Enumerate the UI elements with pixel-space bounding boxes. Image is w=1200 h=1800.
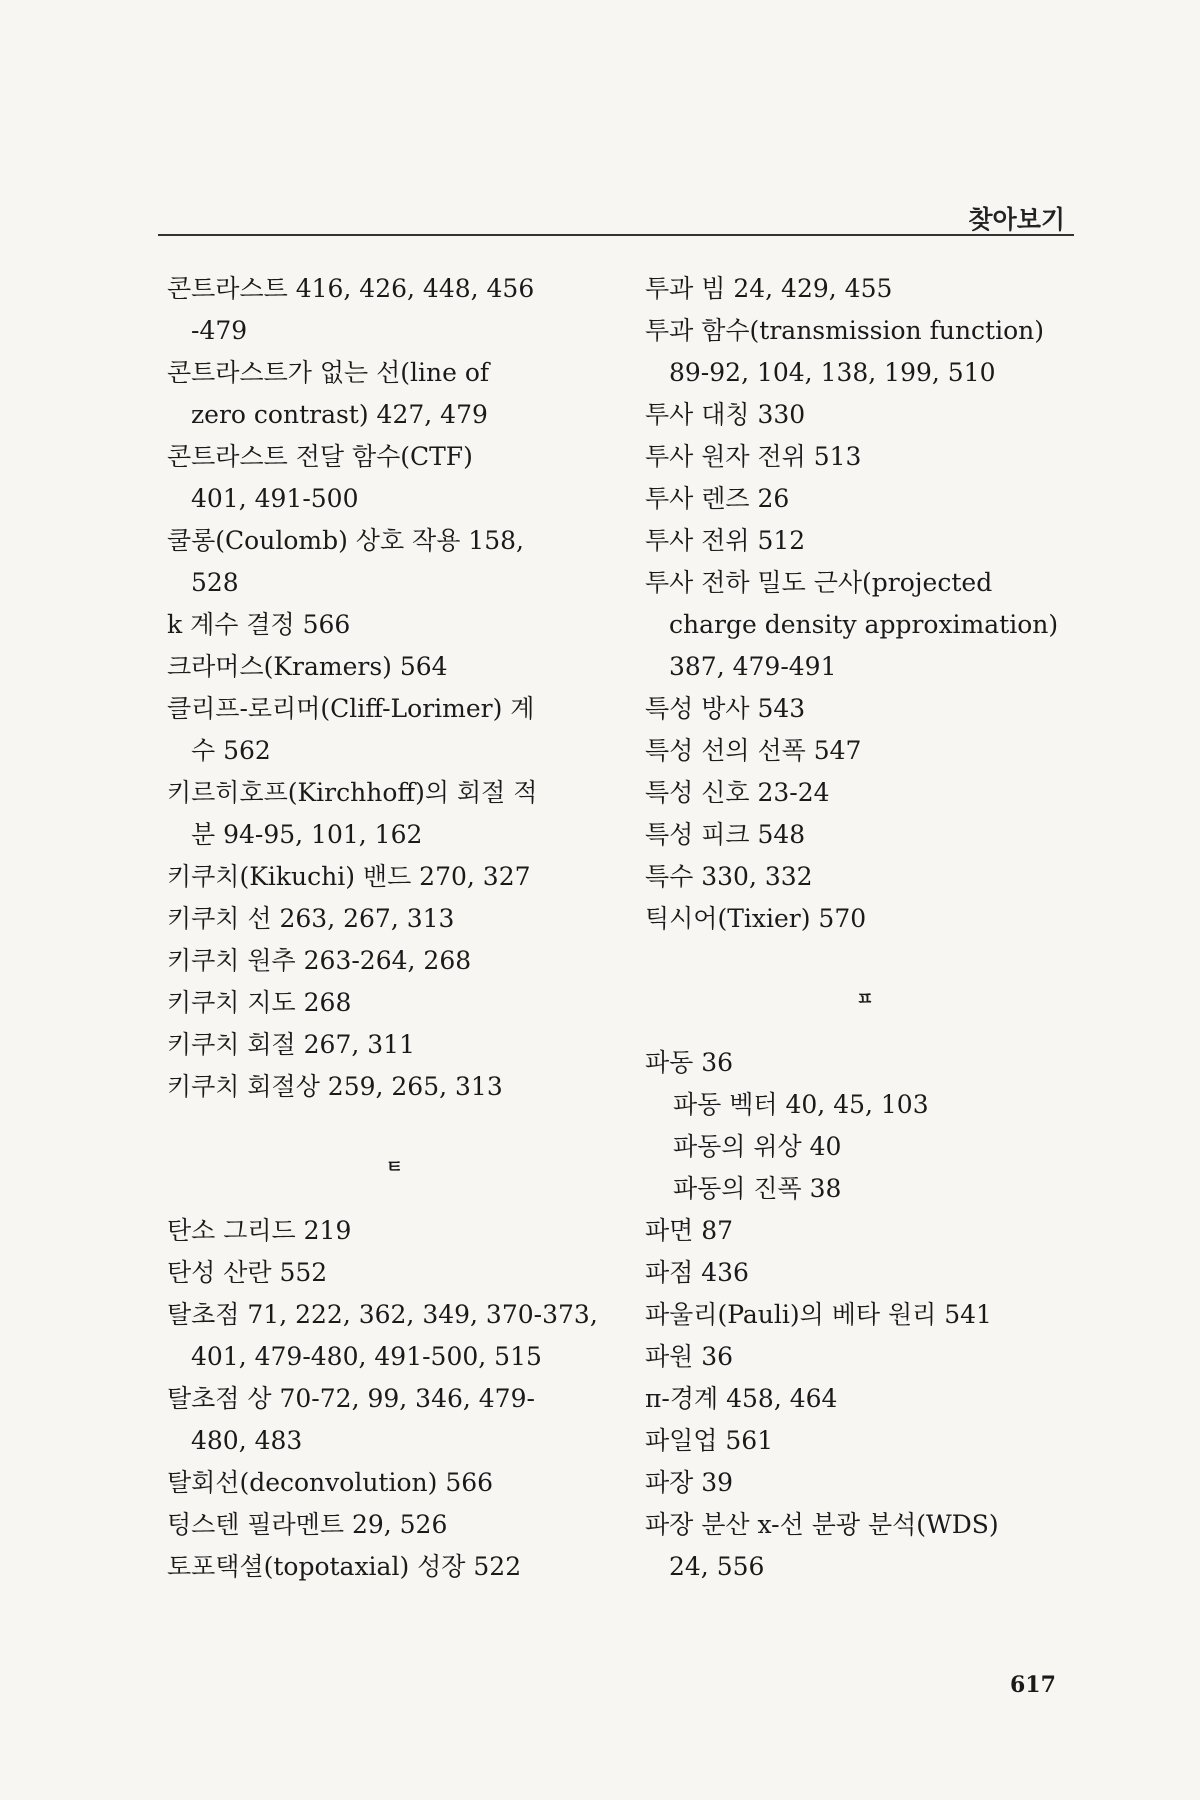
right-entries-p xyxy=(645,1042,1085,1588)
entry-text: π-경계 458, 464 xyxy=(645,1384,838,1413)
index-entry xyxy=(167,898,622,940)
index-entry xyxy=(167,1252,622,1294)
entry-text: 특수 330, 332 xyxy=(645,862,813,891)
entry-text: 키쿠치(Kikuchi) 밴드 270, 327 xyxy=(167,862,531,891)
entry-text: 파점 436 xyxy=(645,1258,749,1287)
entry-continuation: -479 xyxy=(191,316,248,345)
index-entry xyxy=(645,814,1085,856)
index-entry xyxy=(167,1294,622,1378)
entry-continuation: 401, 479-480, 491-500, 515 xyxy=(191,1342,542,1371)
entry-text: 파장 39 xyxy=(645,1468,734,1497)
index-entry xyxy=(167,772,622,856)
entry-continuation: 401, 491-500 xyxy=(191,484,359,513)
entry-text: 파원 36 xyxy=(645,1342,734,1371)
index-entry xyxy=(167,520,622,604)
index-entry xyxy=(167,352,622,436)
entry-text: 특성 선의 선폭 547 xyxy=(645,736,862,765)
entry-continuation: zero contrast) 427, 479 xyxy=(191,400,488,429)
entry-text: 파동 36 xyxy=(645,1048,734,1077)
index-entry xyxy=(645,436,1085,478)
entry-continuation: 24, 556 xyxy=(669,1552,765,1581)
index-entry xyxy=(645,310,1085,394)
entry-text: 탈초점 71, 222, 362, 349, 370-373, xyxy=(167,1300,598,1329)
index-entry xyxy=(645,1252,1085,1294)
entry-text: 탄성 산란 552 xyxy=(167,1258,328,1287)
index-entry xyxy=(645,1042,1085,1084)
index-entry xyxy=(167,646,622,688)
index-entry xyxy=(167,1378,622,1462)
entry-text: 키쿠치 회절상 259, 265, 313 xyxy=(167,1072,503,1101)
entry-text: 키쿠치 선 263, 267, 313 xyxy=(167,904,455,933)
entry-text: 파동 벡터 40, 45, 103 xyxy=(673,1090,929,1119)
entry-text: 파동의 진폭 38 xyxy=(673,1174,842,1203)
entry-text: 콘트라스트가 없는 선(line of xyxy=(167,358,490,387)
index-subentry xyxy=(645,1084,1085,1126)
index-entry xyxy=(645,772,1085,814)
index-entry xyxy=(645,1420,1085,1462)
entry-text: 쿨롱(Coulomb) 상호 작용 158, xyxy=(167,526,524,555)
index-entry xyxy=(167,1462,622,1504)
index-entry xyxy=(167,436,622,520)
index-entry xyxy=(645,1294,1085,1336)
index-entry xyxy=(645,730,1085,772)
index-entry xyxy=(645,562,1085,688)
entry-text: 탈회선(deconvolution) 566 xyxy=(167,1468,494,1497)
entry-text: 특성 신호 23-24 xyxy=(645,778,830,807)
entry-text: 키르히호프(Kirchhoff)의 회절 적 xyxy=(167,778,538,807)
entry-text: 투사 원자 전위 513 xyxy=(645,442,862,471)
entry-text: 투사 전하 밀도 근사(projected xyxy=(645,568,993,597)
index-entry xyxy=(645,898,1085,940)
index-entry xyxy=(167,1066,622,1108)
entry-text: 탈초점 상 70-72, 99, 346, 479- xyxy=(167,1384,535,1413)
right-entries-t xyxy=(645,268,1085,940)
index-entry xyxy=(645,394,1085,436)
entry-text: 특성 피크 548 xyxy=(645,820,806,849)
index-subentry xyxy=(645,1168,1085,1210)
entry-text: 특성 방사 543 xyxy=(645,694,806,723)
index-entry xyxy=(645,268,1085,310)
entry-text: 틱시어(Tixier) 570 xyxy=(645,904,867,933)
entry-text: 파동의 위상 40 xyxy=(673,1132,842,1161)
index-entry xyxy=(645,1462,1085,1504)
entry-text: 투사 대칭 330 xyxy=(645,400,806,429)
entry-continuation: 480, 483 xyxy=(191,1426,303,1455)
entry-continuation: 수 562 xyxy=(191,736,271,765)
index-entry xyxy=(645,856,1085,898)
left-entries-k xyxy=(167,268,622,1108)
entry-text: 파일업 561 xyxy=(645,1426,774,1455)
entry-text: 크라머스(Kramers) 564 xyxy=(167,652,448,681)
entry-continuation: 89-92, 104, 138, 199, 510 xyxy=(669,358,996,387)
entry-continuation: 분 94-95, 101, 162 xyxy=(191,820,423,849)
entry-text: 클리프-로리머(Cliff-Lorimer) 계 xyxy=(167,694,535,723)
index-entry xyxy=(167,1210,622,1252)
index-entry xyxy=(645,1378,1085,1420)
header-rule xyxy=(158,234,1074,236)
running-head: 찾아보기 xyxy=(968,205,1065,234)
section-letter-t: ㅌ xyxy=(385,1157,404,1178)
entry-continuation: charge density approximation) xyxy=(669,610,1059,639)
index-entry xyxy=(645,478,1085,520)
right-column xyxy=(645,268,1085,1588)
entry-text: 탄소 그리드 219 xyxy=(167,1216,352,1245)
entry-text: 파장 분산 x-선 분광 분석(WDS) xyxy=(645,1510,999,1539)
entry-text: 파울리(Pauli)의 베타 원리 541 xyxy=(645,1300,992,1329)
index-entry xyxy=(645,520,1085,562)
entry-text: 투사 렌즈 26 xyxy=(645,484,790,513)
index-entry xyxy=(645,1210,1085,1252)
index-entry xyxy=(167,688,622,772)
section-letter-p: ㅍ xyxy=(856,989,874,1010)
index-entry xyxy=(167,856,622,898)
entry-text: 파면 87 xyxy=(645,1216,734,1245)
entry-text: 투과 함수(transmission function) xyxy=(645,316,1044,345)
index-entry xyxy=(167,604,622,646)
index-subentry xyxy=(645,1126,1085,1168)
entry-text: 콘트라스트 416, 426, 448, 456 xyxy=(167,274,535,303)
index-entry xyxy=(645,688,1085,730)
entry-text: 토포택셜(topotaxial) 성장 522 xyxy=(167,1552,522,1581)
index-entry xyxy=(167,940,622,982)
entry-text: k 계수 결정 566 xyxy=(167,610,351,639)
index-entry xyxy=(167,982,622,1024)
page-number: 617 xyxy=(1010,1672,1056,1698)
entry-text: 키쿠치 원추 263-264, 268 xyxy=(167,946,472,975)
left-entries-t xyxy=(167,1210,622,1588)
index-entry xyxy=(645,1504,1085,1588)
index-entry xyxy=(645,1336,1085,1378)
index-entry xyxy=(167,1546,622,1588)
index-entry xyxy=(167,1504,622,1546)
entry-text: 텅스텐 필라멘트 29, 526 xyxy=(167,1510,448,1539)
entry-continuation: 528 xyxy=(191,568,239,597)
entry-text: 키쿠치 지도 268 xyxy=(167,988,352,1017)
entry-text: 투사 전위 512 xyxy=(645,526,806,555)
entry-continuation: 387, 479-491 xyxy=(669,652,837,681)
index-entry xyxy=(167,268,622,352)
index-entry xyxy=(167,1024,622,1066)
left-column xyxy=(167,268,622,1588)
entry-text: 투과 빔 24, 429, 455 xyxy=(645,274,893,303)
entry-text: 키쿠치 회절 267, 311 xyxy=(167,1030,415,1059)
entry-text: 콘트라스트 전달 함수(CTF) xyxy=(167,442,473,471)
